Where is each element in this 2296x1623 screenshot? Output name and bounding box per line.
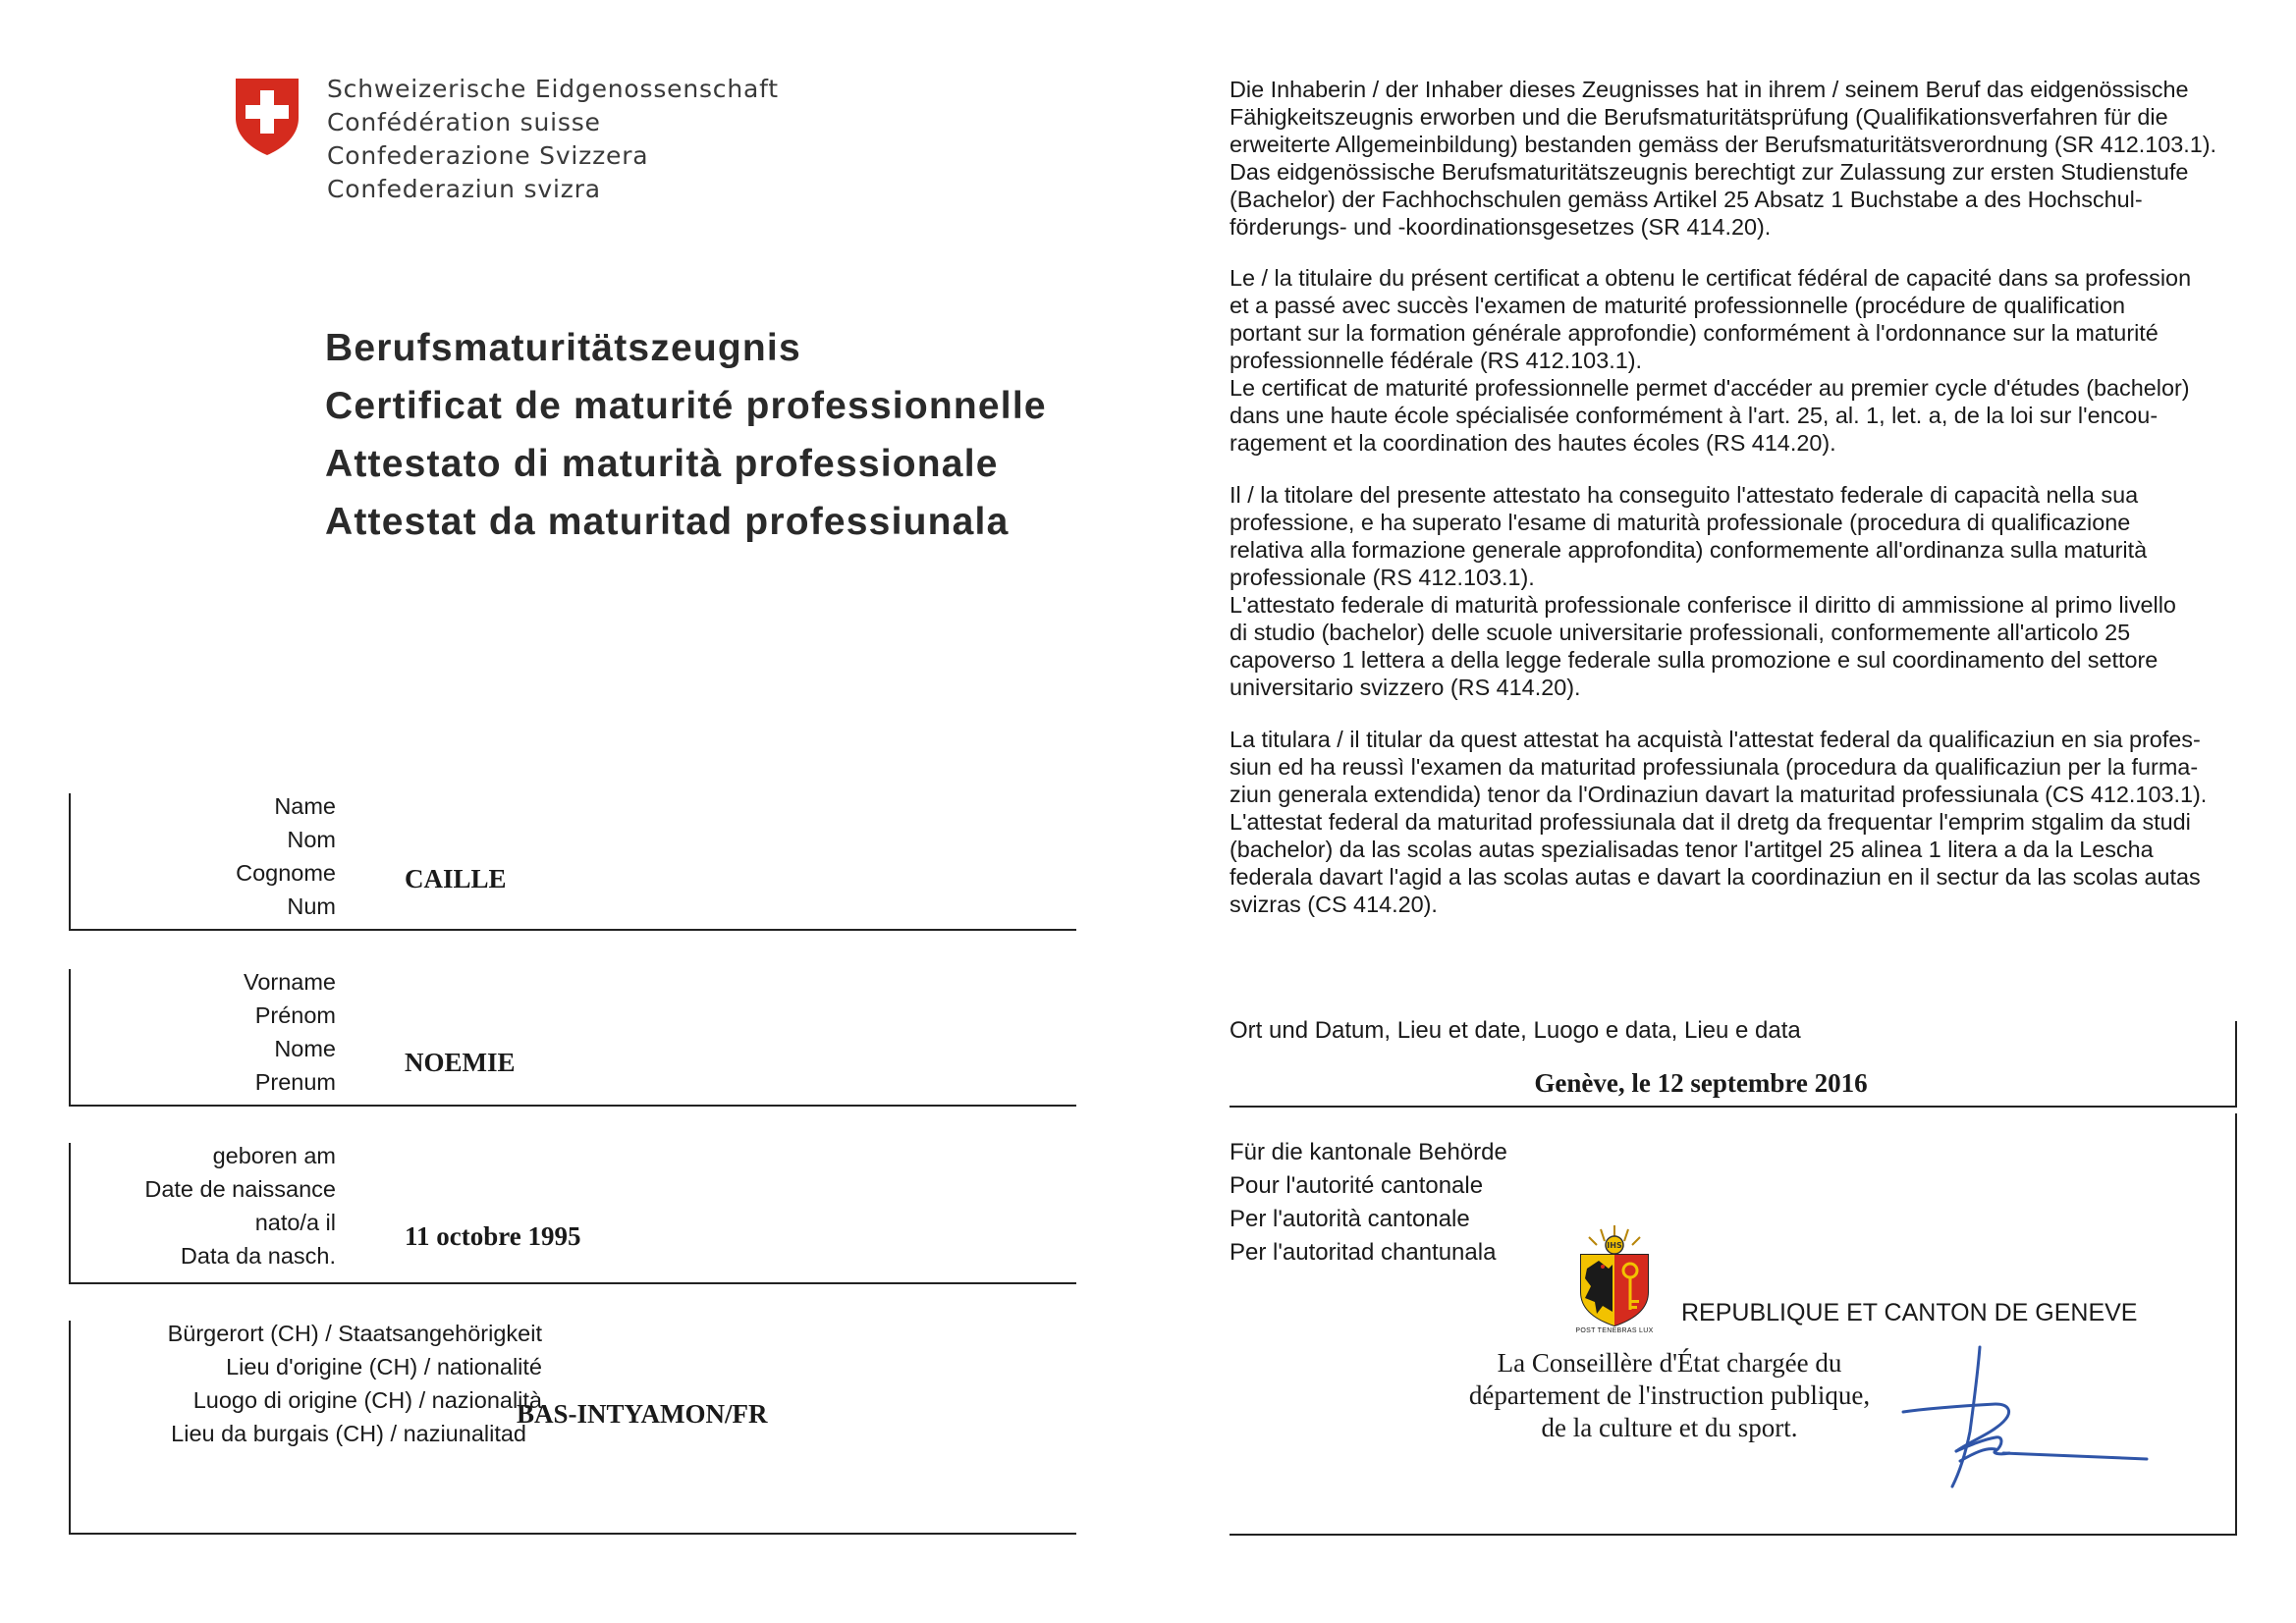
field-origin-label-rm: Lieu da burgais (CH) / naziunalitad [171, 1421, 526, 1446]
field-birthdate-value: 11 octobre 1995 [405, 1221, 581, 1251]
paragraph-fr-line: Le / la titulaire du présent certificat a obtenu le certificat fédéral de capacité dans sa profession [1230, 265, 2192, 291]
paragraph-it-line: L'attestato federale di maturità professionale conferisce il diritto di ammissione al primo livello [1230, 592, 2176, 618]
field-firstname-label-rm: Prenum [254, 1069, 336, 1095]
title-de: Berufsmaturitätszeugnis [325, 327, 801, 369]
paragraph-rm-line: L'attestat federal da maturitad professiunala dat il dretg da frequentar l'emprim stgalim da studi [1230, 809, 2191, 835]
place-date-border-bottom [1230, 1106, 2237, 1108]
field-firstname-label-de: Vorname [243, 969, 336, 995]
handwritten-signature [1901, 1343, 2160, 1488]
paragraph-rm-line: federala davart l'agid a las scolas autas e davart la coordinaziun en il sectur da las scolas autas [1230, 864, 2201, 890]
paragraph-rm-line: (bachelor) da las scolas autas spezialisadas tenor l'artitgel 25 alinea 1 litera a da la Lescha [1230, 837, 2154, 862]
paragraph-de-line: Die Inhaberin / der Inhaber dieses Zeugnisses hat in ihrem / seinem Beruf das eidgenössische [1230, 77, 2189, 102]
paragraph-de-line: erweiterte Allgemeinbildung) bestanden gemäss der Berufsmaturitätsverordnung (SR 412.103.1). [1230, 132, 2217, 157]
signatory-title-line: La Conseillère d'État chargée du [1497, 1348, 1842, 1378]
paragraph-de-line: förderungs- und -koordinationsgesetzes (SR 414.20). [1230, 214, 1772, 240]
paragraph-rm-line: svizras (CS 414.20). [1230, 892, 1438, 917]
paragraph-fr-line: ragement et la coordination des hautes écoles (RS 414.20). [1230, 430, 1836, 456]
place-date-value: Genève, le 12 septembre 2016 [1534, 1068, 1868, 1098]
authority-label-de: Für die kantonale Behörde [1230, 1139, 1507, 1165]
field-name-label-de: Name [274, 793, 336, 819]
geneva-coat-of-arms [1573, 1221, 1656, 1337]
paragraph-fr [1230, 264, 2231, 457]
paragraph-it-line: di studio (bachelor) delle scuole universitarie professionali, conformemente all'articolo 25 [1230, 620, 2131, 645]
authority-border-bottom [1230, 1534, 2237, 1536]
field-name-label-rm: Num [287, 893, 336, 919]
field-origin-label-it: Luogo di origine (CH) / nazionalità [192, 1387, 542, 1413]
field-name-label-it: Cognome [236, 860, 336, 886]
paragraph-fr-line: et a passé avec succès l'examen de maturité professionnelle (procédure de qualification [1230, 293, 2126, 318]
svg-text:IHS: IHS [1607, 1241, 1622, 1250]
field-firstname [69, 969, 1076, 1107]
paragraph-it-line: Il / la titolare del presente attestato ha conseguito l'attestato federale di capacità nella sua [1230, 482, 2139, 508]
paragraph-it-line: relativa alla formazione generale approfondita) conformemente all'ordinanza sulla maturità [1230, 537, 2148, 563]
paragraph-it-line: professione, e ha superato l'esame di maturità professionale (procedura di qualificazione [1230, 510, 2131, 535]
authority-border-right [2235, 1113, 2237, 1536]
paragraph-rm-line: La titulara / il titular da quest attestat ha acquistà l'attestat federal da qualificaziun en sia profes- [1230, 727, 2201, 752]
paragraph-de-line: Fähigkeitszeugnis erworben und die Berufsmaturitätsprüfung (Qualifikationsverfahren für die [1230, 104, 2168, 130]
paragraph-fr-line: dans une haute école spécialisée conformément à l'art. 25, al. 1, let. a, de la loi sur l'encou- [1230, 403, 2159, 428]
paragraph-rm [1230, 726, 2231, 918]
place-date-border-right [2235, 1021, 2237, 1108]
authority-label-fr: Pour l'autorité cantonale [1230, 1172, 1484, 1199]
title-it: Attestato di maturità professionale [325, 443, 999, 485]
field-origin [69, 1321, 1076, 1535]
confed-name-it: Confederazione Svizzera [327, 141, 649, 170]
signatory-title-line: département de l'instruction publique, [1468, 1380, 1871, 1410]
confed-name-fr: Confédération suisse [327, 108, 601, 136]
field-origin-label-de: Bürgerort (CH) / Staatsangehörigkeit [167, 1321, 542, 1346]
signatory-title [1414, 1347, 1925, 1444]
field-firstname-label-it: Nome [274, 1036, 336, 1061]
field-birthdate-label-it: nato/a il [254, 1210, 336, 1235]
field-name [69, 793, 1076, 931]
title-fr: Certificat de maturité professionnelle [325, 385, 1047, 427]
geneva-motto: POST TENEBRAS LUX [1575, 1327, 1654, 1334]
paragraph-it-line: universitario svizzero (RS 414.20). [1230, 675, 1581, 700]
paragraph-de-line: Das eidgenössische Berufsmaturitätszeugnis berechtigt zur Zulassung zur ersten Studienstufe [1230, 159, 2189, 185]
field-name-label-fr: Nom [287, 827, 336, 852]
field-birthdate-label-de: geboren am [212, 1143, 336, 1168]
paragraph-it-line: capoverso 1 lettera a della legge federale sulla promozione e sul coordinamento del settore [1230, 647, 2159, 673]
paragraph-it [1230, 481, 2231, 701]
paragraph-it-line: professionale (RS 412.103.1). [1230, 565, 1535, 590]
swiss-confederation-logo [232, 75, 302, 157]
canton-name: REPUBLIQUE ET CANTON DE GENEVE [1681, 1299, 2138, 1326]
paragraph-de-line: (Bachelor) der Fachhochschulen gemäss Artikel 25 Absatz 1 Buchstabe a des Hochschul- [1230, 187, 2143, 212]
paragraph-rm-line: ziun generala extendida) tenor da l'Ordinaziun davart la maturitad professiunala (CS 412.103.1). [1230, 782, 2208, 807]
paragraph-fr-line: portant sur la formation générale approfondie) conformément à l'ordonnance sur la maturité [1230, 320, 2159, 346]
field-name-value: CAILLE [405, 864, 507, 893]
field-origin-value: BAS-INTYAMON/FR [517, 1399, 768, 1429]
field-birthdate-label-rm: Data da nasch. [180, 1243, 336, 1269]
title-rm: Attestat da maturitad professiunala [325, 501, 1010, 543]
confed-name-de: Schweizerische Eidgenossenschaft [327, 75, 779, 103]
field-birthdate [69, 1143, 1076, 1284]
field-origin-label-fr: Lieu d'origine (CH) / nationalité [226, 1354, 542, 1380]
paragraph-fr-line: professionnelle fédérale (RS 412.103.1). [1230, 348, 1642, 373]
confed-name-rm: Confederaziun svizra [327, 175, 601, 203]
field-firstname-value: NOEMIE [405, 1048, 516, 1077]
signatory-title-line: de la culture et du sport. [1541, 1413, 1798, 1442]
place-date-label: Ort und Datum, Lieu et date, Luogo e data, Lieu e data [1230, 1017, 1801, 1044]
authority-label-rm: Per l'autoritad chantunala [1230, 1239, 1497, 1266]
paragraph-rm-line: siun ed ha reussì l'examen da maturitad professiunala (procedura da qualificaziun per la furma- [1230, 754, 2199, 780]
paragraph-fr-line: Le certificat de maturité professionnelle permet d'accéder au premier cycle d'études (bachelor) [1230, 375, 2190, 401]
paragraph-de [1230, 76, 2231, 241]
field-firstname-label-fr: Prénom [254, 1002, 336, 1028]
authority-label-it: Per l'autorità cantonale [1230, 1206, 1470, 1232]
field-birthdate-label-fr: Date de naissance [144, 1176, 336, 1202]
